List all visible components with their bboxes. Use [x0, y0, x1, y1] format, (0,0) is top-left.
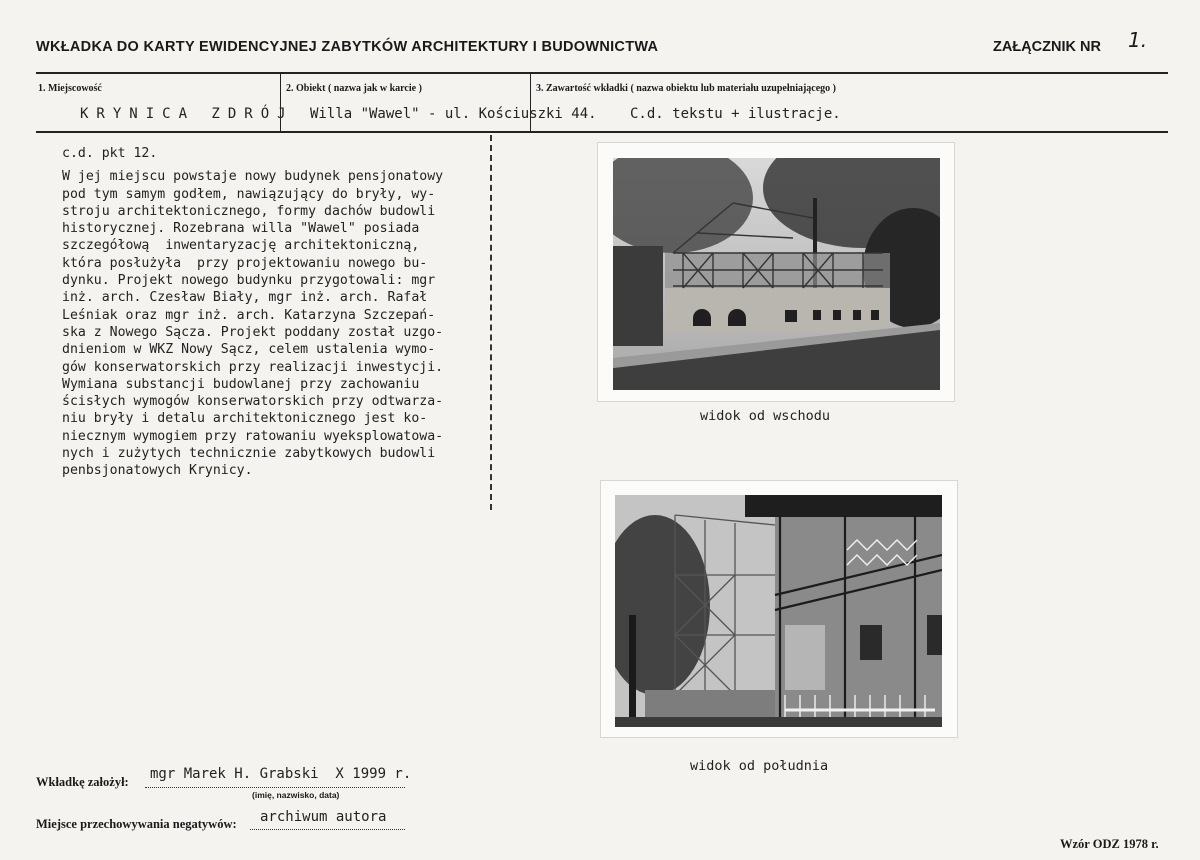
- text-line: historycznej. Rozebrana willa "Wawel" posiada: [62, 221, 420, 237]
- locality-value: KRYNICA ZDRÓJ: [80, 106, 294, 122]
- text-line: inż. arch. Czesław Biały, mgr inż. arch. Rafał: [62, 290, 428, 306]
- photo-south-image: [615, 495, 942, 727]
- author-value: mgr Marek H. Grabski X 1999 r.: [150, 766, 412, 782]
- author-dotline: [145, 787, 405, 788]
- photo-south-view: [615, 495, 942, 727]
- text-line: dynku. Projekt nowego budynku przygotowali: mgr: [62, 273, 436, 289]
- text-line: niecznym wymogiem przy ratowaniu wyeksplowatowa-: [62, 428, 444, 444]
- text-line: nych i zużytych technicznie zabytkowych budowli: [62, 446, 436, 462]
- column-divider: [490, 135, 492, 510]
- continuation-note: c.d. pkt 12.: [62, 146, 158, 161]
- text-line: penbsjonatowych Krynicy.: [62, 463, 253, 479]
- author-label: Wkładkę założył:: [36, 775, 129, 789]
- object-value: Willa "Wawel" - ul. Kościuszki 44.: [310, 106, 597, 122]
- photo-south-caption: widok od południa: [690, 758, 829, 774]
- text-line: W jej miejscu powstaje nowy budynek pensjonatowy: [62, 169, 444, 185]
- content-value: C.d. tekstu + ilustracje.: [630, 106, 841, 122]
- field-divider-2: [530, 74, 531, 132]
- photo-east-view: [613, 158, 940, 390]
- text-line: która posłużyła przy projektowaniu nowego bu-: [62, 255, 428, 271]
- photo-east-caption: widok od wschodu: [700, 408, 831, 424]
- text-line: niu bryły i detalu architektonicznego jest ko-: [62, 411, 428, 427]
- form-model: Wzór ODZ 1978 r.: [1060, 837, 1159, 851]
- attachment-number: 1.: [1128, 28, 1148, 52]
- photo-east-image: [613, 158, 940, 390]
- attachment-label: ZAŁĄCZNIK NR: [993, 39, 1101, 55]
- text-line: Leśniak oraz mgr inż. arch. Katarzyna Szczepań-: [62, 307, 436, 323]
- text-line: pod tym samym godłem, nawiązujący do bryły, wy-: [62, 186, 436, 202]
- text-line: dnieniom w WKZ Nowy Sącz, celem ustalenia wymo-: [62, 342, 436, 358]
- text-line: ścisłych wymogów konserwatorskich przy odtwarza-: [62, 394, 444, 410]
- text-line: gów konserwatorskich przy realizacji inwestycji.: [62, 359, 444, 375]
- storage-value: archiwum autora: [260, 809, 387, 825]
- description-text: [62, 145, 482, 480]
- text-line: ska z Nowego Sącza. Projekt poddany został uzgo-: [62, 324, 444, 340]
- text-line: stroju architektonicznego, formy dachów budowli: [62, 203, 436, 219]
- storage-label: Miejsce przechowywania negatywów:: [36, 817, 237, 831]
- field-divider-1: [280, 74, 281, 132]
- text-line: Wymiana substancji budowlanej przy zachowaniu: [62, 376, 420, 392]
- locality-label: 1. Miejscowość: [38, 83, 102, 94]
- storage-dotline: [250, 829, 405, 830]
- header-rule-bottom: [36, 131, 1168, 133]
- content-label: 3. Zawartość wkładki ( nazwa obiektu lub materiału uzupełniającego ): [536, 83, 837, 94]
- author-hint: (imię, nazwisko, data): [252, 790, 340, 800]
- header-rule-top: [36, 72, 1168, 74]
- object-label: 2. Obiekt ( nazwa jak w karcie ): [286, 83, 422, 94]
- text-line: szczegółową inwentaryzację architektoniczną,: [62, 238, 420, 254]
- form-title: WKŁADKA DO KARTY EWIDENCYJNEJ ZABYTKÓW ARCHITEKTURY I BUDOWNICTWA: [36, 39, 659, 55]
